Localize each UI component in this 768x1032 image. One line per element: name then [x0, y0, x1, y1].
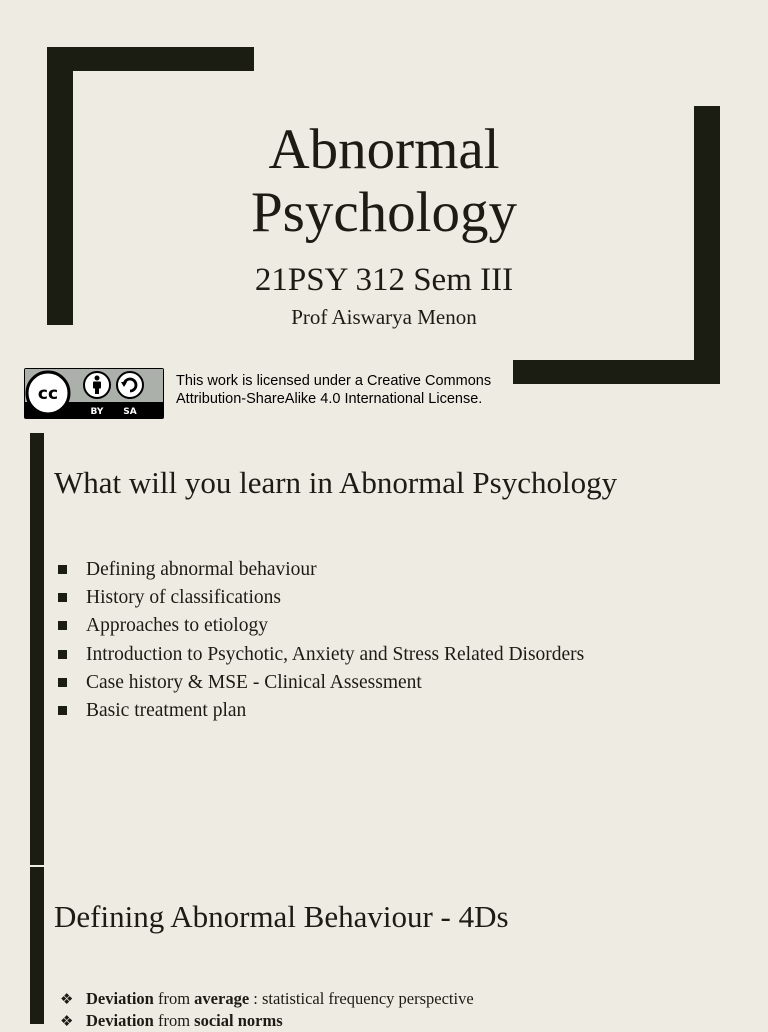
list-item: ❖ Deviation from social norms	[60, 1011, 283, 1030]
badge-sa-label: SA	[123, 407, 137, 417]
diamond-bullet-icon: ❖	[60, 990, 74, 1008]
slide-title-line2: Psychology	[250, 181, 518, 244]
square-bullet-icon	[58, 706, 67, 715]
list-item: Defining abnormal behaviour	[58, 556, 584, 584]
square-bullet-icon	[58, 650, 67, 659]
svg-text:cc: cc	[37, 384, 59, 404]
cc-by-sa-badge[interactable]	[24, 368, 164, 419]
diamond-bullet-icon: ❖	[60, 1012, 74, 1030]
share-alike-icon	[117, 372, 143, 398]
list-item: Case history & MSE - Clinical Assessment	[58, 669, 584, 697]
professor-name: Prof Aiswarya Menon	[291, 305, 477, 329]
square-bullet-icon	[58, 678, 67, 687]
slide2-accent-bar	[30, 433, 44, 865]
license-line2[interactable]: Attribution-ShareAlike 4.0 International License.	[176, 391, 483, 407]
learning-outcomes-list	[58, 556, 584, 725]
list-item: Basic treatment plan	[58, 697, 584, 725]
list-item: Introduction to Psychotic, Anxiety and Stress Related Disorders	[58, 641, 584, 669]
license-text	[176, 372, 516, 408]
bracket-bottom-right-horizontal	[513, 360, 720, 384]
slide2-title: What will you learn in Abnormal Psychology	[54, 465, 618, 500]
slide3-accent-bar	[30, 867, 44, 1024]
list-item: Approaches to etiology	[58, 612, 584, 640]
attribution-person-icon	[84, 372, 110, 398]
list-item: History of classifications	[58, 584, 584, 612]
square-bullet-icon	[58, 565, 67, 574]
list-item: ❖ Deviation from average : statistical frequency perspective	[60, 989, 474, 1008]
four-ds-list	[58, 988, 474, 1032]
badge-by-label: BY	[90, 407, 104, 417]
course-code: 21PSY 312 Sem III	[254, 262, 514, 298]
bracket-top-left-horizontal	[47, 47, 254, 71]
cc-badge-graphic	[24, 368, 164, 419]
square-bullet-icon	[58, 593, 67, 602]
slide3-title: Defining Abnormal Behaviour - 4Ds	[54, 899, 509, 934]
square-bullet-icon	[58, 621, 67, 630]
license-line1[interactable]: This work is licensed under a Creative Commons	[176, 373, 492, 389]
slide-title-line1: Abnormal	[268, 118, 500, 181]
slide-title	[0, 118, 768, 244]
